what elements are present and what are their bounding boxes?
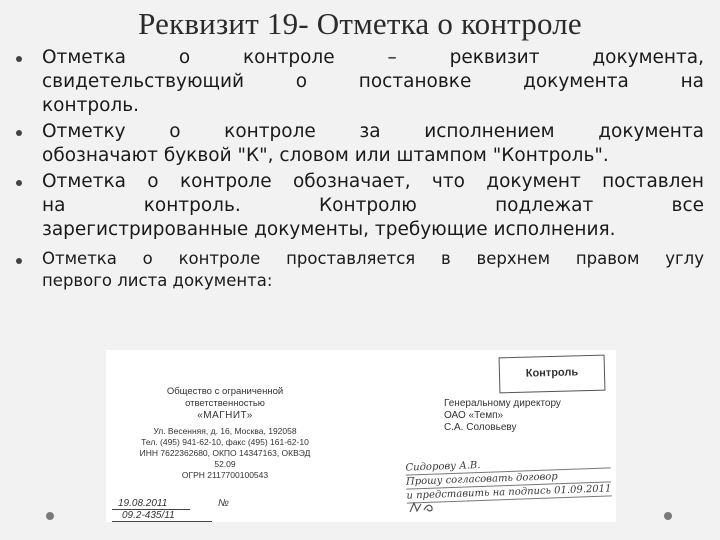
- org-detail-line: ИНН 7622362680, ОКПО 14347163, ОКВЭД 52.09: [139, 448, 311, 469]
- bullet-line: первого листа документа:: [42, 271, 273, 290]
- document-number: 09.2-435/11: [112, 510, 212, 522]
- bullet-dot-icon: [16, 130, 22, 136]
- bullet-list: [14, 46, 704, 294]
- document-example-image: [106, 350, 616, 522]
- org-detail-line: Ул. Весенняя, д. 16, Москва, 192058: [153, 426, 297, 436]
- control-stamp: Контроль: [499, 355, 606, 394]
- resolution-line: Прошу согласовать договор: [406, 468, 611, 489]
- resolution-line: Сидорову А.В.: [405, 454, 610, 475]
- addressee-line: С.А. Соловьеву: [444, 422, 517, 433]
- number-label: №: [218, 498, 229, 509]
- bullet-item: [14, 120, 704, 168]
- addressee-line: Генеральному директору: [444, 398, 561, 409]
- slide-title: Реквизит 19- Отметка о контроле: [138, 6, 582, 41]
- bullet-line: Отметку о контроле за исполнением документа: [42, 121, 704, 142]
- org-detail-line: ОГРН 2117700100543: [181, 470, 269, 480]
- bullet-line: контроль.: [42, 95, 140, 116]
- org-line: Общество с ограниченной: [166, 386, 284, 397]
- bullet-line: обозначают буквой "К", словом или штампом "Контроль".: [42, 145, 609, 166]
- bullet-line: Отметка о контроле обозначает, что документ поставлен: [42, 171, 704, 192]
- org-line: ответственностью: [185, 398, 265, 409]
- bullet-line: зарегистрированные документы, требующие исполнения.: [42, 219, 616, 240]
- bullet-line: на контроль. Контролю подлежат все: [42, 195, 704, 216]
- date-number-line: [112, 498, 332, 522]
- resolution-block: [405, 454, 611, 503]
- org-name: «МАГНИТ»: [197, 410, 253, 421]
- slide-nav-dot-icon[interactable]: [46, 512, 54, 520]
- org-letterhead: [130, 386, 320, 481]
- slide-nav-dot-icon[interactable]: [664, 512, 672, 520]
- bullet-dot-icon: [16, 180, 22, 186]
- signature-mark-icon: [408, 500, 438, 514]
- bullet-line: Отметка о контроле – реквизит документа,: [42, 47, 704, 68]
- bullet-line: Отметка о контроле проставляется в верхнем правом углу: [42, 249, 704, 268]
- document-date: 19.08.2011: [112, 498, 190, 510]
- bullet-item: [14, 46, 704, 118]
- bullet-item: [14, 170, 704, 242]
- bullet-dot-icon: [16, 258, 22, 264]
- bullet-dot-icon: [16, 56, 22, 62]
- org-detail-line: Тел. (495) 941-62-10, факс (495) 161-62-10: [141, 437, 309, 447]
- addressee-block: [444, 398, 561, 434]
- bullet-item: [14, 248, 704, 292]
- bullet-line: свидетельствующий о постановке документа на: [42, 71, 704, 92]
- org-details: [130, 426, 320, 481]
- addressee-line: ОАО «Темп»: [444, 410, 504, 421]
- resolution-line: и представить на подпись 01.09.2011: [406, 483, 612, 502]
